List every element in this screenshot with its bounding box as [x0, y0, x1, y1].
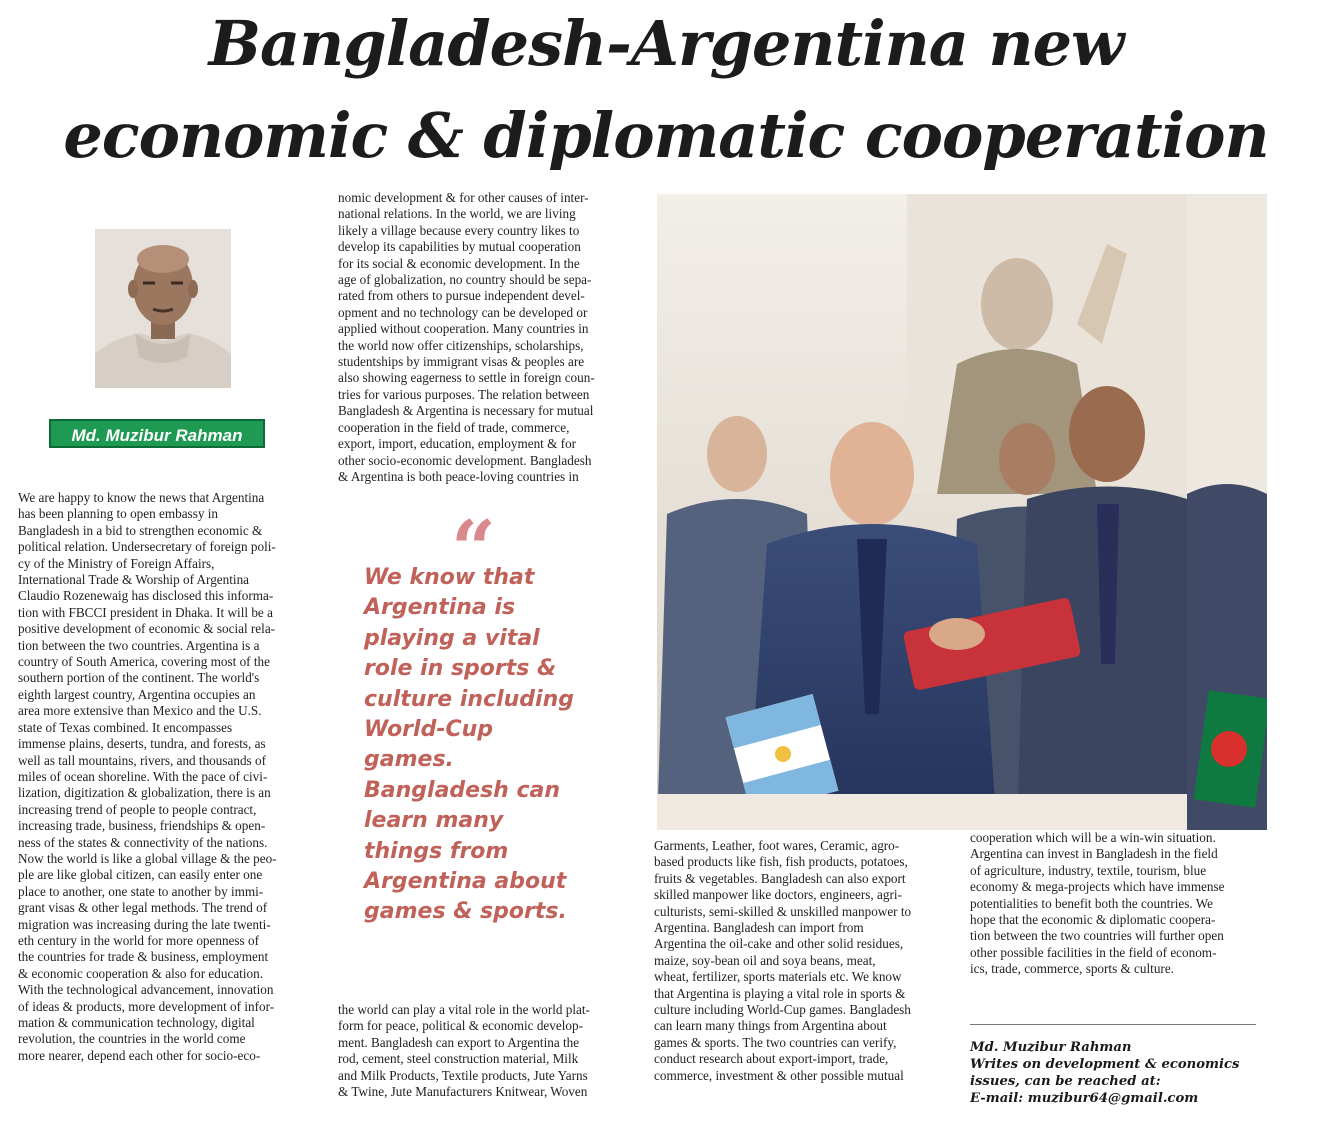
col2a-line: export, import, education, employment & for: [338, 436, 577, 452]
col3-line: conduct research about export-import, trade,: [654, 1051, 889, 1067]
col2a-line: also showing eagerness to settle in foreign coun-: [338, 370, 595, 386]
col1-line: has been planning to open embassy in: [18, 506, 218, 522]
col1-line: ness of the states & connectivity of the nations.: [18, 834, 268, 850]
col1-line: lization, digitization & globalization, there is an: [18, 785, 271, 801]
col4-line: tion between the two countries will further open: [970, 928, 1224, 944]
col1-line: migration was increasing during the late twenti-: [18, 916, 271, 932]
pull-quote-line: learn many: [364, 808, 504, 834]
col3-line: Argentina the oil-cake and other solid residues,: [654, 936, 904, 952]
col2a-line: the world now offer citizenships, scholarships,: [338, 337, 584, 353]
col1-line: positive development of economic & social rela-: [18, 621, 276, 637]
signing-ceremony-photo: [657, 194, 1187, 830]
author-byline: [970, 1039, 1270, 1107]
col2a-line: national relations. In the world, we are living: [338, 206, 576, 222]
article-column-2-top: [338, 190, 628, 485]
pull-quote-line: things from: [364, 838, 509, 864]
col1-line: tion with FBCCI president in Dhaka. It will be a: [18, 604, 273, 620]
col3-line: skilled manpower like doctors, engineers, agri-: [654, 887, 902, 903]
col1-line: tion between the two countries. Argentina is a: [18, 637, 260, 653]
col1-line: With the technological advancement, innovation: [18, 982, 274, 998]
col2a-line: other socio-economic development. Bangladesh: [338, 452, 592, 468]
article-column-1: [18, 490, 314, 1064]
col1-line: increasing trade, business, friendships & open-: [18, 818, 266, 834]
col3-line: Argentina. Bangladesh can import from: [654, 920, 864, 936]
col2a-line: develop its capabilities by mutual cooperation: [338, 239, 581, 255]
col2a-line: & Argentina is both peace-loving countries in: [338, 468, 579, 484]
col4-line: of agriculture, industry, textile, tourism, blue: [970, 862, 1207, 878]
author-photo: [95, 229, 231, 388]
col1-line: more nearer, depend each other for socio-eco-: [18, 1047, 261, 1063]
col2a-line: applied without cooperation. Many countries in: [338, 321, 589, 337]
col3-line: can learn many things from Argentina about: [654, 1018, 887, 1034]
col2a-line: nomic development & for other causes of inter-: [338, 190, 589, 205]
author-name-tag: Md. Muzibur Rahman: [49, 419, 265, 448]
col3-line: culturists, semi-skilled & unskilled manpower to: [654, 903, 912, 919]
pull-quote: [364, 563, 634, 928]
col1-line: country of South America, covering most of the: [18, 654, 270, 670]
byline-name: Md. Muzibur Rahman: [970, 1040, 1132, 1055]
col1-line: of ideas & products, more development of infor-: [18, 998, 275, 1014]
col2a-line: for its social & economic development. In the: [338, 255, 580, 271]
col1-line: revolution, the countries in the world come: [18, 1031, 246, 1047]
byline-description: Writes on development & economics: [970, 1057, 1240, 1072]
col1-line: southern portion of the continent. The world's: [18, 670, 260, 686]
pull-quote-line: We know that: [364, 565, 535, 590]
col2a-line: studentships by immigrant visas & peoples are: [338, 354, 585, 370]
col1-line: grant visas & other legal methods. The trend of: [18, 900, 268, 916]
col2b-line: the world can play a vital role in the world plat-: [338, 1002, 590, 1017]
pull-quote-line: games & sports.: [364, 899, 567, 925]
col1-line: immense plains, deserts, tundra, and forests, as: [18, 736, 266, 752]
col3-line: games & sports. The two countries can verify,: [654, 1034, 897, 1050]
col2a-line: Bangladesh & Argentina is necessary for mutual: [338, 403, 594, 419]
col1-line: Bangladesh in a bid to strengthen economic &: [18, 522, 263, 538]
col4-line: hope that the economic & diplomatic coopera-: [970, 912, 1216, 928]
col4-line: other possible facilities in the field of econom-: [970, 944, 1217, 960]
col4-line: potentialities to benefit both the countries. We: [970, 895, 1213, 911]
bangladesh-flag-photo-edge: [1187, 194, 1267, 830]
pull-quote-line: playing a vital: [364, 625, 540, 651]
col2b-line: & Twine, Jute Manufacturers Knitwear, Woven: [338, 1084, 588, 1100]
pull-quote-line: role in sports &: [364, 656, 557, 682]
col1-line: the countries for trade & business, employment: [18, 949, 269, 965]
col2a-line: opment and no technology can be developed or: [338, 304, 588, 320]
col1-line: International Trade & Worship of Argentina: [18, 572, 250, 588]
quote-mark-icon: “: [451, 504, 496, 595]
col1-line: eth century in the world for more openness of: [18, 932, 259, 948]
col2b-line: form for peace, political & economic develop-: [338, 1018, 583, 1034]
byline-divider: [970, 1024, 1256, 1025]
pull-quote-line: Bangladesh can: [364, 777, 561, 803]
col4-line: ics, trade, commerce, sports & culture.: [970, 961, 1174, 977]
col4-line: cooperation which will be a win-win situation.: [970, 830, 1216, 845]
col3-line: wheat, fertilizer, sports materials etc. We know: [654, 969, 902, 985]
col1-line: well as tall mountains, rivers, and thousands of: [18, 752, 266, 768]
col2a-line: rated from others to pursue independent devel-: [338, 288, 585, 304]
headline-line-2: economic & diplomatic cooperation: [63, 99, 1269, 172]
col1-line: increasing trend of people to people contract,: [18, 801, 257, 817]
col2b-line: ment. Bangladesh can export to Argentina the: [338, 1034, 580, 1050]
col1-line: We are happy to know the news that Argentina: [18, 490, 265, 505]
col1-line: miles of ocean shoreline. With the pace of civi-: [18, 768, 268, 784]
col1-line: political relation. Undersecretary of foreign poli-: [18, 539, 276, 555]
col1-line: ple are like global citizen, can easily enter one: [18, 867, 263, 883]
col3-line: culture including World-Cup games. Bangladesh: [654, 1002, 911, 1018]
col1-line: mation & communication technology, digital: [18, 1015, 255, 1030]
col3-line: based products like fish, fish products, potatoes,: [654, 854, 908, 870]
article-column-4: [970, 830, 1262, 978]
headline-line-1: Bangladesh-Argentina new: [208, 7, 1124, 80]
col1-line: cy of the Ministry of Foreign Affairs,: [18, 555, 215, 571]
col4-line: economy & mega-projects which have immense: [970, 879, 1225, 895]
col1-line: area more extensive than Mexico and the U.S.: [18, 703, 262, 719]
byline-contact-note: issues, can be reached at:: [970, 1074, 1161, 1089]
col2b-line: rod, cement, steel construction material, Milk: [338, 1051, 579, 1067]
col3-line: maize, soy-bean oil and soya beans, meat,: [654, 952, 876, 968]
col2a-line: tries for various purposes. The relation between: [338, 386, 590, 402]
col2a-line: cooperation in the field of trade, commerce,: [338, 419, 570, 435]
article-column-3: [654, 838, 950, 1084]
pull-quote-line: Argentina is: [364, 595, 516, 621]
col4-line: Argentina can invest in Bangladesh in the field: [970, 846, 1218, 862]
col1-line: state of Texas combined. It encompasses: [18, 719, 233, 735]
pull-quote-line: World-Cup: [364, 717, 494, 743]
col3-line: fruits & vegetables. Bangladesh can also export: [654, 870, 906, 886]
col2a-line: age of globalization, no country should be sepa-: [338, 272, 592, 288]
col1-line: Claudio Rozenewaig has disclosed this informa-: [18, 588, 274, 604]
article-column-2-bottom: [338, 1002, 628, 1100]
pull-quote-line: culture including: [364, 686, 574, 712]
col2a-line: likely a village because every country likes to: [338, 222, 580, 238]
col3-line: commerce, investment & other possible mutual: [654, 1067, 904, 1083]
byline-email: E-mail: muzibur64@gmail.com: [970, 1091, 1199, 1106]
col1-line: Now the world is like a global village & the peo-: [18, 850, 277, 866]
col1-line: & economic cooperation & also for education.: [18, 965, 263, 981]
col3-line: that Argentina is playing a vital role in sports &: [654, 985, 906, 1001]
col3-line: Garments, Leather, foot wares, Ceramic, agro-: [654, 838, 900, 853]
col1-line: place to another, one state to another by immi-: [18, 883, 264, 899]
pull-quote-line: Argentina about: [364, 869, 567, 895]
col1-line: eighth largest country, Argentina occupies an: [18, 686, 256, 702]
col2b-line: and Milk Products, Textile products, Jute Yarns: [338, 1067, 588, 1083]
pull-quote-line: games.: [364, 747, 454, 773]
